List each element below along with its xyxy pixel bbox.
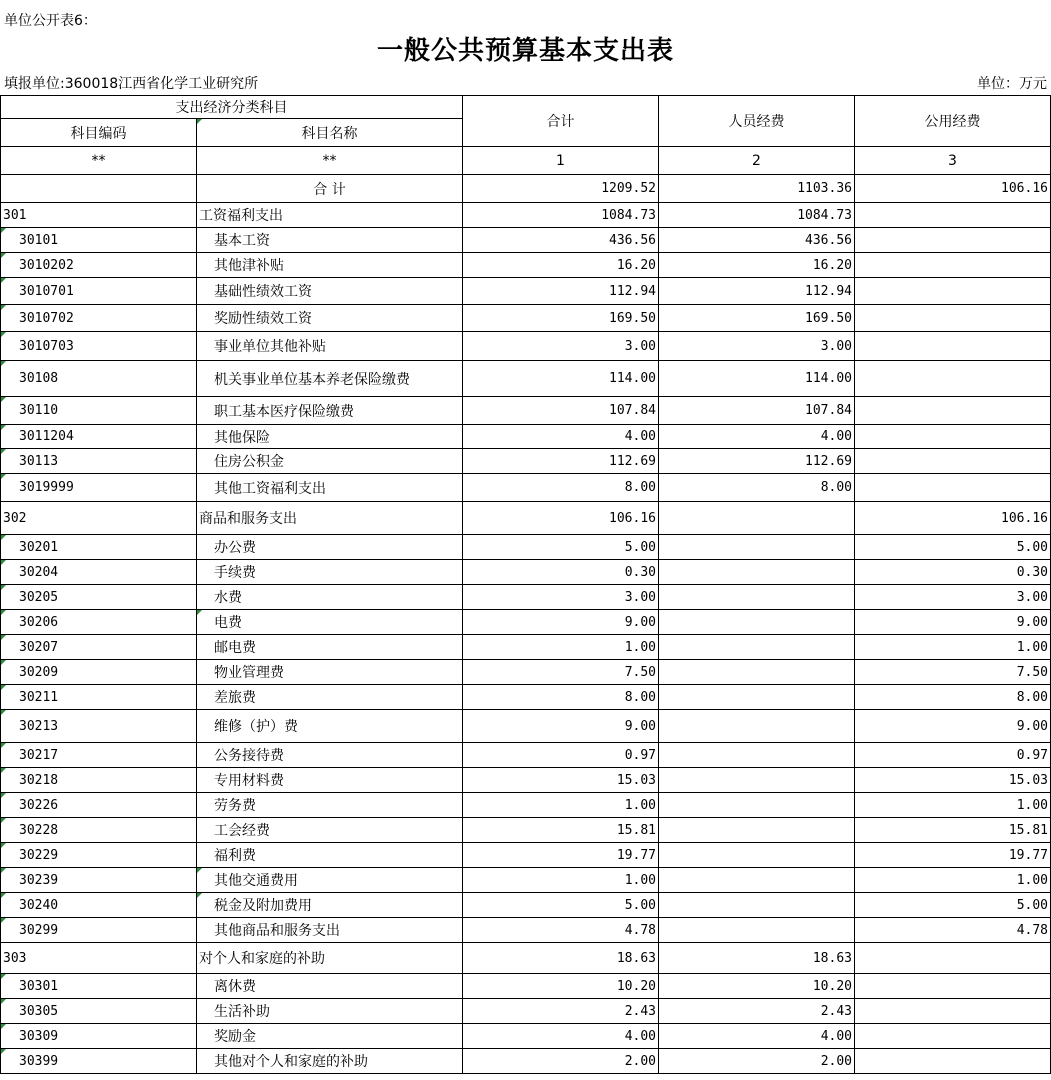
cell-personnel: 2.43 (659, 999, 855, 1024)
table-row (1, 585, 1051, 610)
header-total: 合计 (463, 96, 659, 147)
cell-public (855, 397, 1051, 425)
cell-total: 4.78 (463, 918, 659, 943)
cell-code: 30205 (1, 585, 197, 610)
cell-name: 维修（护）费 (197, 710, 463, 743)
cell-code: 30301 (1, 974, 197, 999)
cell-public: 15.81 (855, 818, 1051, 843)
cell-total: 2.00 (463, 1049, 659, 1074)
cell-public: 0.30 (855, 560, 1051, 585)
table-row (1, 203, 1051, 228)
cell-public (855, 974, 1051, 999)
cell-total: 15.03 (463, 768, 659, 793)
cell-total: 2.43 (463, 999, 659, 1024)
cell-public (855, 1024, 1051, 1049)
cell-personnel: 18.63 (659, 943, 855, 974)
table-row (1, 868, 1051, 893)
cell-code: 30201 (1, 535, 197, 560)
cell-personnel: 169.50 (659, 305, 855, 332)
budget-table (0, 95, 1051, 1074)
cell-public: 3.00 (855, 585, 1051, 610)
cell-code: 30309 (1, 1024, 197, 1049)
cell-code: 30209 (1, 660, 197, 685)
cell-public (855, 425, 1051, 449)
cell-public (855, 999, 1051, 1024)
cell-name: 专用材料费 (197, 768, 463, 793)
cell-public: 1.00 (855, 868, 1051, 893)
cell-public: 0.97 (855, 743, 1051, 768)
cell-code: 30211 (1, 685, 197, 710)
cell-name: 奖励金 (197, 1024, 463, 1049)
cell-total: 5.00 (463, 535, 659, 560)
cell-name: 其他交通费用 (197, 868, 463, 893)
cell-total: 7.50 (463, 660, 659, 685)
cell-code: 30240 (1, 893, 197, 918)
cell-public (855, 203, 1051, 228)
cell-name: 合 计 (197, 175, 463, 203)
table-row (1, 743, 1051, 768)
cell-public (855, 943, 1051, 974)
cell-total: 19.77 (463, 843, 659, 868)
cell-code: 3010703 (1, 332, 197, 361)
table-row (1, 635, 1051, 660)
table-row (1, 361, 1051, 397)
cell-total: 16.20 (463, 253, 659, 278)
table-row (1, 305, 1051, 332)
cell-total: 9.00 (463, 610, 659, 635)
table-row (1, 228, 1051, 253)
cell-code: 30239 (1, 868, 197, 893)
table-row (1, 535, 1051, 560)
cell-total: 169.50 (463, 305, 659, 332)
cell-personnel: 114.00 (659, 361, 855, 397)
index-code: ** (1, 147, 197, 175)
cell-code: 30213 (1, 710, 197, 743)
cell-name: 职工基本医疗保险缴费 (197, 397, 463, 425)
cell-personnel: 1103.36 (659, 175, 855, 203)
table-row (1, 278, 1051, 305)
cell-personnel (659, 843, 855, 868)
cell-personnel (659, 560, 855, 585)
cell-public: 1.00 (855, 793, 1051, 818)
cell-public (855, 253, 1051, 278)
table-row (1, 710, 1051, 743)
table-row (1, 818, 1051, 843)
cell-total: 1.00 (463, 793, 659, 818)
table-row (1, 1049, 1051, 1074)
cell-total: 0.30 (463, 560, 659, 585)
cell-name: 手续费 (197, 560, 463, 585)
cell-code: 30217 (1, 743, 197, 768)
table-row (1, 843, 1051, 868)
cell-total: 1209.52 (463, 175, 659, 203)
cell-total: 8.00 (463, 685, 659, 710)
table-row (1, 793, 1051, 818)
cell-code: 3011204 (1, 425, 197, 449)
cell-name: 邮电费 (197, 635, 463, 660)
cell-personnel (659, 768, 855, 793)
cell-code: 302 (1, 502, 197, 535)
cell-total: 9.00 (463, 710, 659, 743)
cell-name: 税金及附加费用 (197, 893, 463, 918)
cell-code: 30399 (1, 1049, 197, 1074)
cell-name: 其他保险 (197, 425, 463, 449)
cell-name: 商品和服务支出 (197, 502, 463, 535)
cell-personnel (659, 635, 855, 660)
cell-personnel (659, 710, 855, 743)
cell-code: 30206 (1, 610, 197, 635)
table-row (1, 253, 1051, 278)
cell-code: 3019999 (1, 474, 197, 502)
table-row (1, 502, 1051, 535)
cell-total: 3.00 (463, 585, 659, 610)
cell-name: 差旅费 (197, 685, 463, 710)
table-row (1, 999, 1051, 1024)
cell-personnel (659, 793, 855, 818)
cell-name: 办公费 (197, 535, 463, 560)
cell-total: 10.20 (463, 974, 659, 999)
cell-name: 基本工资 (197, 228, 463, 253)
cell-personnel: 4.00 (659, 1024, 855, 1049)
cell-code: 303 (1, 943, 197, 974)
table-row (1, 332, 1051, 361)
cell-total: 4.00 (463, 1024, 659, 1049)
cell-total: 112.94 (463, 278, 659, 305)
cell-personnel: 4.00 (659, 425, 855, 449)
table-row (1, 449, 1051, 474)
cell-personnel: 10.20 (659, 974, 855, 999)
cell-public (855, 361, 1051, 397)
cell-personnel (659, 610, 855, 635)
header-public: 公用经费 (855, 96, 1051, 147)
cell-personnel (659, 660, 855, 685)
cell-name: 奖励性绩效工资 (197, 305, 463, 332)
cell-code: 30207 (1, 635, 197, 660)
currency-unit-label: 单位：万元 (977, 76, 1047, 92)
cell-code: 3010202 (1, 253, 197, 278)
cell-personnel (659, 868, 855, 893)
cell-total: 15.81 (463, 818, 659, 843)
cell-code: 30218 (1, 768, 197, 793)
cell-name: 工资福利支出 (197, 203, 463, 228)
cell-code: 30305 (1, 999, 197, 1024)
cell-code: 30108 (1, 361, 197, 397)
table-row (1, 685, 1051, 710)
cell-total: 436.56 (463, 228, 659, 253)
cell-public (855, 332, 1051, 361)
cell-personnel (659, 918, 855, 943)
cell-public: 15.03 (855, 768, 1051, 793)
cell-public: 8.00 (855, 685, 1051, 710)
cell-total: 1.00 (463, 635, 659, 660)
cell-public (855, 228, 1051, 253)
cell-total: 4.00 (463, 425, 659, 449)
cell-personnel (659, 685, 855, 710)
cell-public: 9.00 (855, 710, 1051, 743)
table-row (1, 425, 1051, 449)
cell-name: 其他对个人和家庭的补助 (197, 1049, 463, 1074)
cell-personnel (659, 893, 855, 918)
cell-personnel (659, 818, 855, 843)
index-public: 3 (855, 147, 1051, 175)
cell-total: 3.00 (463, 332, 659, 361)
table-row (1, 610, 1051, 635)
table-number-label: 单位公开表6： (4, 13, 97, 29)
cell-code: 30101 (1, 228, 197, 253)
cell-total: 0.97 (463, 743, 659, 768)
cell-total: 8.00 (463, 474, 659, 502)
cell-total: 112.69 (463, 449, 659, 474)
cell-personnel: 107.84 (659, 397, 855, 425)
cell-personnel: 112.69 (659, 449, 855, 474)
grand-total-row (1, 175, 1051, 203)
cell-personnel: 2.00 (659, 1049, 855, 1074)
cell-public: 9.00 (855, 610, 1051, 635)
header-group-cell: 支出经济分类科目 (1, 96, 463, 119)
cell-personnel: 16.20 (659, 253, 855, 278)
cell-name: 其他津补贴 (197, 253, 463, 278)
cell-public: 4.78 (855, 918, 1051, 943)
cell-public: 1.00 (855, 635, 1051, 660)
cell-public: 7.50 (855, 660, 1051, 685)
cell-name: 对个人和家庭的补助 (197, 943, 463, 974)
cell-name: 物业管理费 (197, 660, 463, 685)
cell-code: 30228 (1, 818, 197, 843)
table-row (1, 918, 1051, 943)
table-row (1, 560, 1051, 585)
cell-total: 106.16 (463, 502, 659, 535)
cell-code: 3010701 (1, 278, 197, 305)
cell-public (855, 305, 1051, 332)
cell-public: 19.77 (855, 843, 1051, 868)
header-name: 科目名称 (197, 119, 463, 147)
cell-code (1, 175, 197, 203)
cell-personnel: 3.00 (659, 332, 855, 361)
cell-public (855, 474, 1051, 502)
reporting-unit-label: 填报单位:360018江西省化学工业研究所 (4, 76, 259, 92)
cell-total: 107.84 (463, 397, 659, 425)
cell-code: 301 (1, 203, 197, 228)
cell-public: 5.00 (855, 893, 1051, 918)
index-personnel: 2 (659, 147, 855, 175)
index-total: 1 (463, 147, 659, 175)
cell-total: 114.00 (463, 361, 659, 397)
cell-name: 机关事业单位基本养老保险缴费 (197, 361, 463, 397)
cell-public: 106.16 (855, 175, 1051, 203)
table-row (1, 397, 1051, 425)
cell-name: 工会经费 (197, 818, 463, 843)
cell-code: 30110 (1, 397, 197, 425)
table-row (1, 660, 1051, 685)
cell-public (855, 449, 1051, 474)
header-code: 科目编码 (1, 119, 197, 147)
cell-code: 30204 (1, 560, 197, 585)
cell-name: 其他商品和服务支出 (197, 918, 463, 943)
cell-personnel (659, 502, 855, 535)
cell-name: 住房公积金 (197, 449, 463, 474)
cell-code: 3010702 (1, 305, 197, 332)
cell-total: 1.00 (463, 868, 659, 893)
header-personnel: 人员经费 (659, 96, 855, 147)
cell-name: 基础性绩效工资 (197, 278, 463, 305)
table-row (1, 474, 1051, 502)
cell-code: 30299 (1, 918, 197, 943)
cell-public (855, 1049, 1051, 1074)
cell-personnel (659, 535, 855, 560)
cell-name: 劳务费 (197, 793, 463, 818)
page-title: 一般公共预算基本支出表 (376, 36, 674, 66)
cell-code: 30113 (1, 449, 197, 474)
cell-name: 电费 (197, 610, 463, 635)
cell-code: 30229 (1, 843, 197, 868)
cell-public: 106.16 (855, 502, 1051, 535)
cell-name: 生活补助 (197, 999, 463, 1024)
cell-total: 1084.73 (463, 203, 659, 228)
table-row (1, 943, 1051, 974)
cell-personnel: 436.56 (659, 228, 855, 253)
cell-personnel: 112.94 (659, 278, 855, 305)
cell-name: 水费 (197, 585, 463, 610)
cell-personnel: 8.00 (659, 474, 855, 502)
cell-name: 公务接待费 (197, 743, 463, 768)
cell-public (855, 278, 1051, 305)
table-row (1, 893, 1051, 918)
cell-code: 30226 (1, 793, 197, 818)
cell-name: 福利费 (197, 843, 463, 868)
cell-personnel (659, 585, 855, 610)
table-row (1, 1024, 1051, 1049)
cell-name: 事业单位其他补贴 (197, 332, 463, 361)
cell-name: 其他工资福利支出 (197, 474, 463, 502)
index-name: ** (197, 147, 463, 175)
cell-total: 5.00 (463, 893, 659, 918)
cell-public: 5.00 (855, 535, 1051, 560)
cell-total: 18.63 (463, 943, 659, 974)
cell-personnel: 1084.73 (659, 203, 855, 228)
table-row (1, 768, 1051, 793)
table-row (1, 974, 1051, 999)
cell-personnel (659, 743, 855, 768)
cell-name: 离休费 (197, 974, 463, 999)
